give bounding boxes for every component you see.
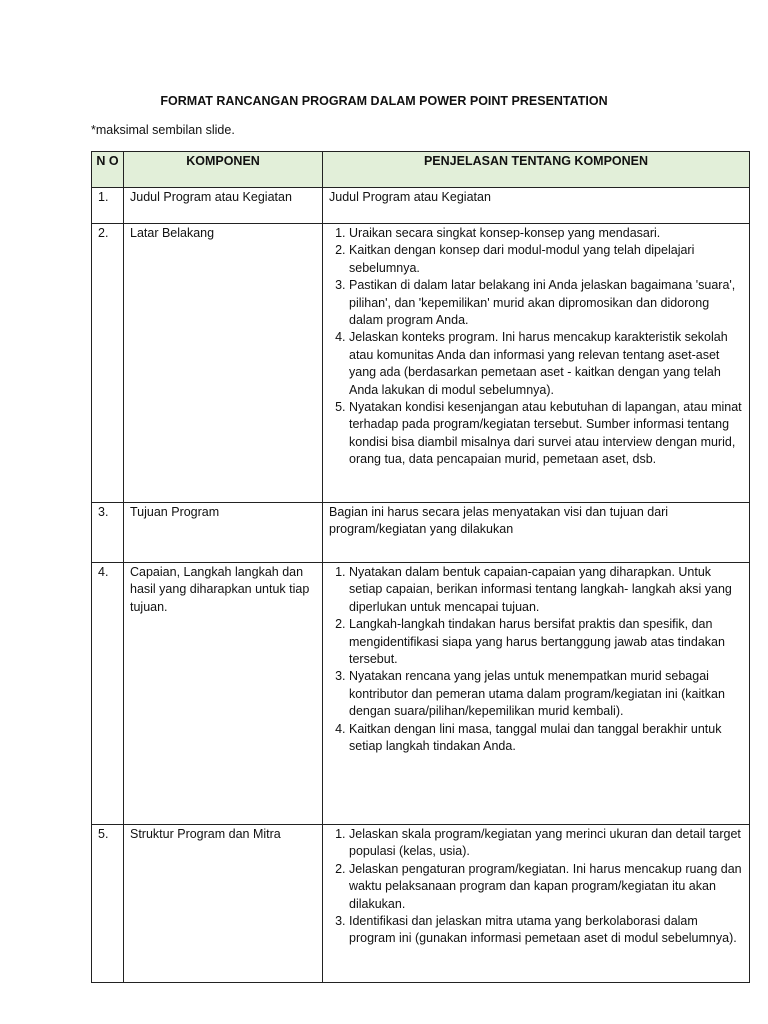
list-item: 2. Jelaskan pengaturan program/kegiatan. Ini harus mencakup ruang dan waktu pelaksanaan program dan kapan program/kegiatan itu akan dilakukan.	[349, 861, 744, 913]
slide-limit-note: *maksimal sembilan slide.	[91, 123, 235, 137]
list-item: 2. Langkah-langkah tindakan harus bersifat praktis dan spesifik, dan mengidentifikasi siapa yang harus bertanggung jawab atas tindakan tersebut.	[349, 616, 744, 668]
table-row	[92, 825, 750, 983]
row-number: 3.	[92, 503, 124, 563]
header-no: N O	[92, 152, 124, 188]
list-item: 2. Kaitkan dengan konsep dari modul-modul yang telah dipelajari sebelumnya.	[349, 242, 744, 277]
document-title: FORMAT RANCANGAN PROGRAM DALAM POWER POINT PRESENTATION	[160, 94, 608, 108]
list-item: 1. Uraikan secara singkat konsep-konsep yang mendasari.	[349, 225, 744, 242]
row-component: Struktur Program dan Mitra	[124, 825, 323, 983]
row-number: 1.	[92, 188, 124, 224]
row-description	[323, 825, 750, 983]
description-list	[329, 225, 744, 469]
row-component: Tujuan Program	[124, 503, 323, 563]
table-row	[92, 563, 750, 825]
row-component: Judul Program atau Kegiatan	[124, 188, 323, 224]
table-row	[92, 224, 750, 503]
list-item: 3. Pastikan di dalam latar belakang ini Anda jelaskan bagaimana 'suara', pilihan', dan 'kepemilikan' murid akan dipromosikan dan didorong dalam program Anda.	[349, 277, 744, 329]
list-item: 1. Jelaskan skala program/kegiatan yang merinci ukuran dan detail target populasi (kelas, usia).	[349, 826, 744, 861]
list-item: 5. Nyatakan kondisi kesenjangan atau kebutuhan di lapangan, atau minat terhadap pada program/kegiatan tersebut. Sumber informasi tentang kondisi bisa diambil misalnya dari survei atau interview dengan murid, orang tua, data pencapaian murid, pemetaan aset, dsb.	[349, 399, 744, 469]
list-item: 3. Identifikasi dan jelaskan mitra utama yang berkolaborasi dalam program ini (gunakan informasi pemetaan aset di modul sebelumnya).	[349, 913, 744, 948]
row-description: Judul Program atau Kegiatan	[323, 188, 750, 224]
header-penjelasan: PENJELASAN TENTANG KOMPONEN	[323, 152, 750, 188]
list-item: 3. Nyatakan rencana yang jelas untuk menempatkan murid sebagai kontributor dan pemeran utama dalam program/kegiatan ini (kaitkan dengan suara/pilihan/kepemilikan murid kembali).	[349, 668, 744, 720]
row-number: 5.	[92, 825, 124, 983]
table-row	[92, 503, 750, 563]
component-table	[91, 151, 750, 983]
row-description	[323, 563, 750, 825]
description-list	[329, 564, 744, 755]
row-component: Latar Belakang	[124, 224, 323, 503]
row-description	[323, 224, 750, 503]
row-description: Bagian ini harus secara jelas menyatakan visi dan tujuan dari program/kegiatan yang dilakukan	[323, 503, 750, 563]
list-item: 4. Jelaskan konteks program. Ini harus mencakup karakteristik sekolah atau komunitas Anda dan informasi yang relevan tentang aset-aset yang ada (berdasarkan pemetaan aset - kaitkan dengan yang telah Anda lakukan di modul sebelumnya).	[349, 329, 744, 399]
header-komponen: KOMPONEN	[124, 152, 323, 188]
row-number: 4.	[92, 563, 124, 825]
row-component: Capaian, Langkah langkah dan hasil yang diharapkan untuk tiap tujuan.	[124, 563, 323, 825]
table-row	[92, 188, 750, 224]
list-item: 4. Kaitkan dengan lini masa, tanggal mulai dan tanggal berakhir untuk setiap langkah tindakan Anda.	[349, 721, 744, 756]
table-header-row	[92, 152, 750, 188]
description-list	[329, 826, 744, 948]
row-number: 2.	[92, 224, 124, 503]
list-item: 1. Nyatakan dalam bentuk capaian-capaian yang diharapkan. Untuk setiap capaian, berikan informasi tentang langkah- langkah aksi yang diperlukan untuk mencapai tujuan.	[349, 564, 744, 616]
